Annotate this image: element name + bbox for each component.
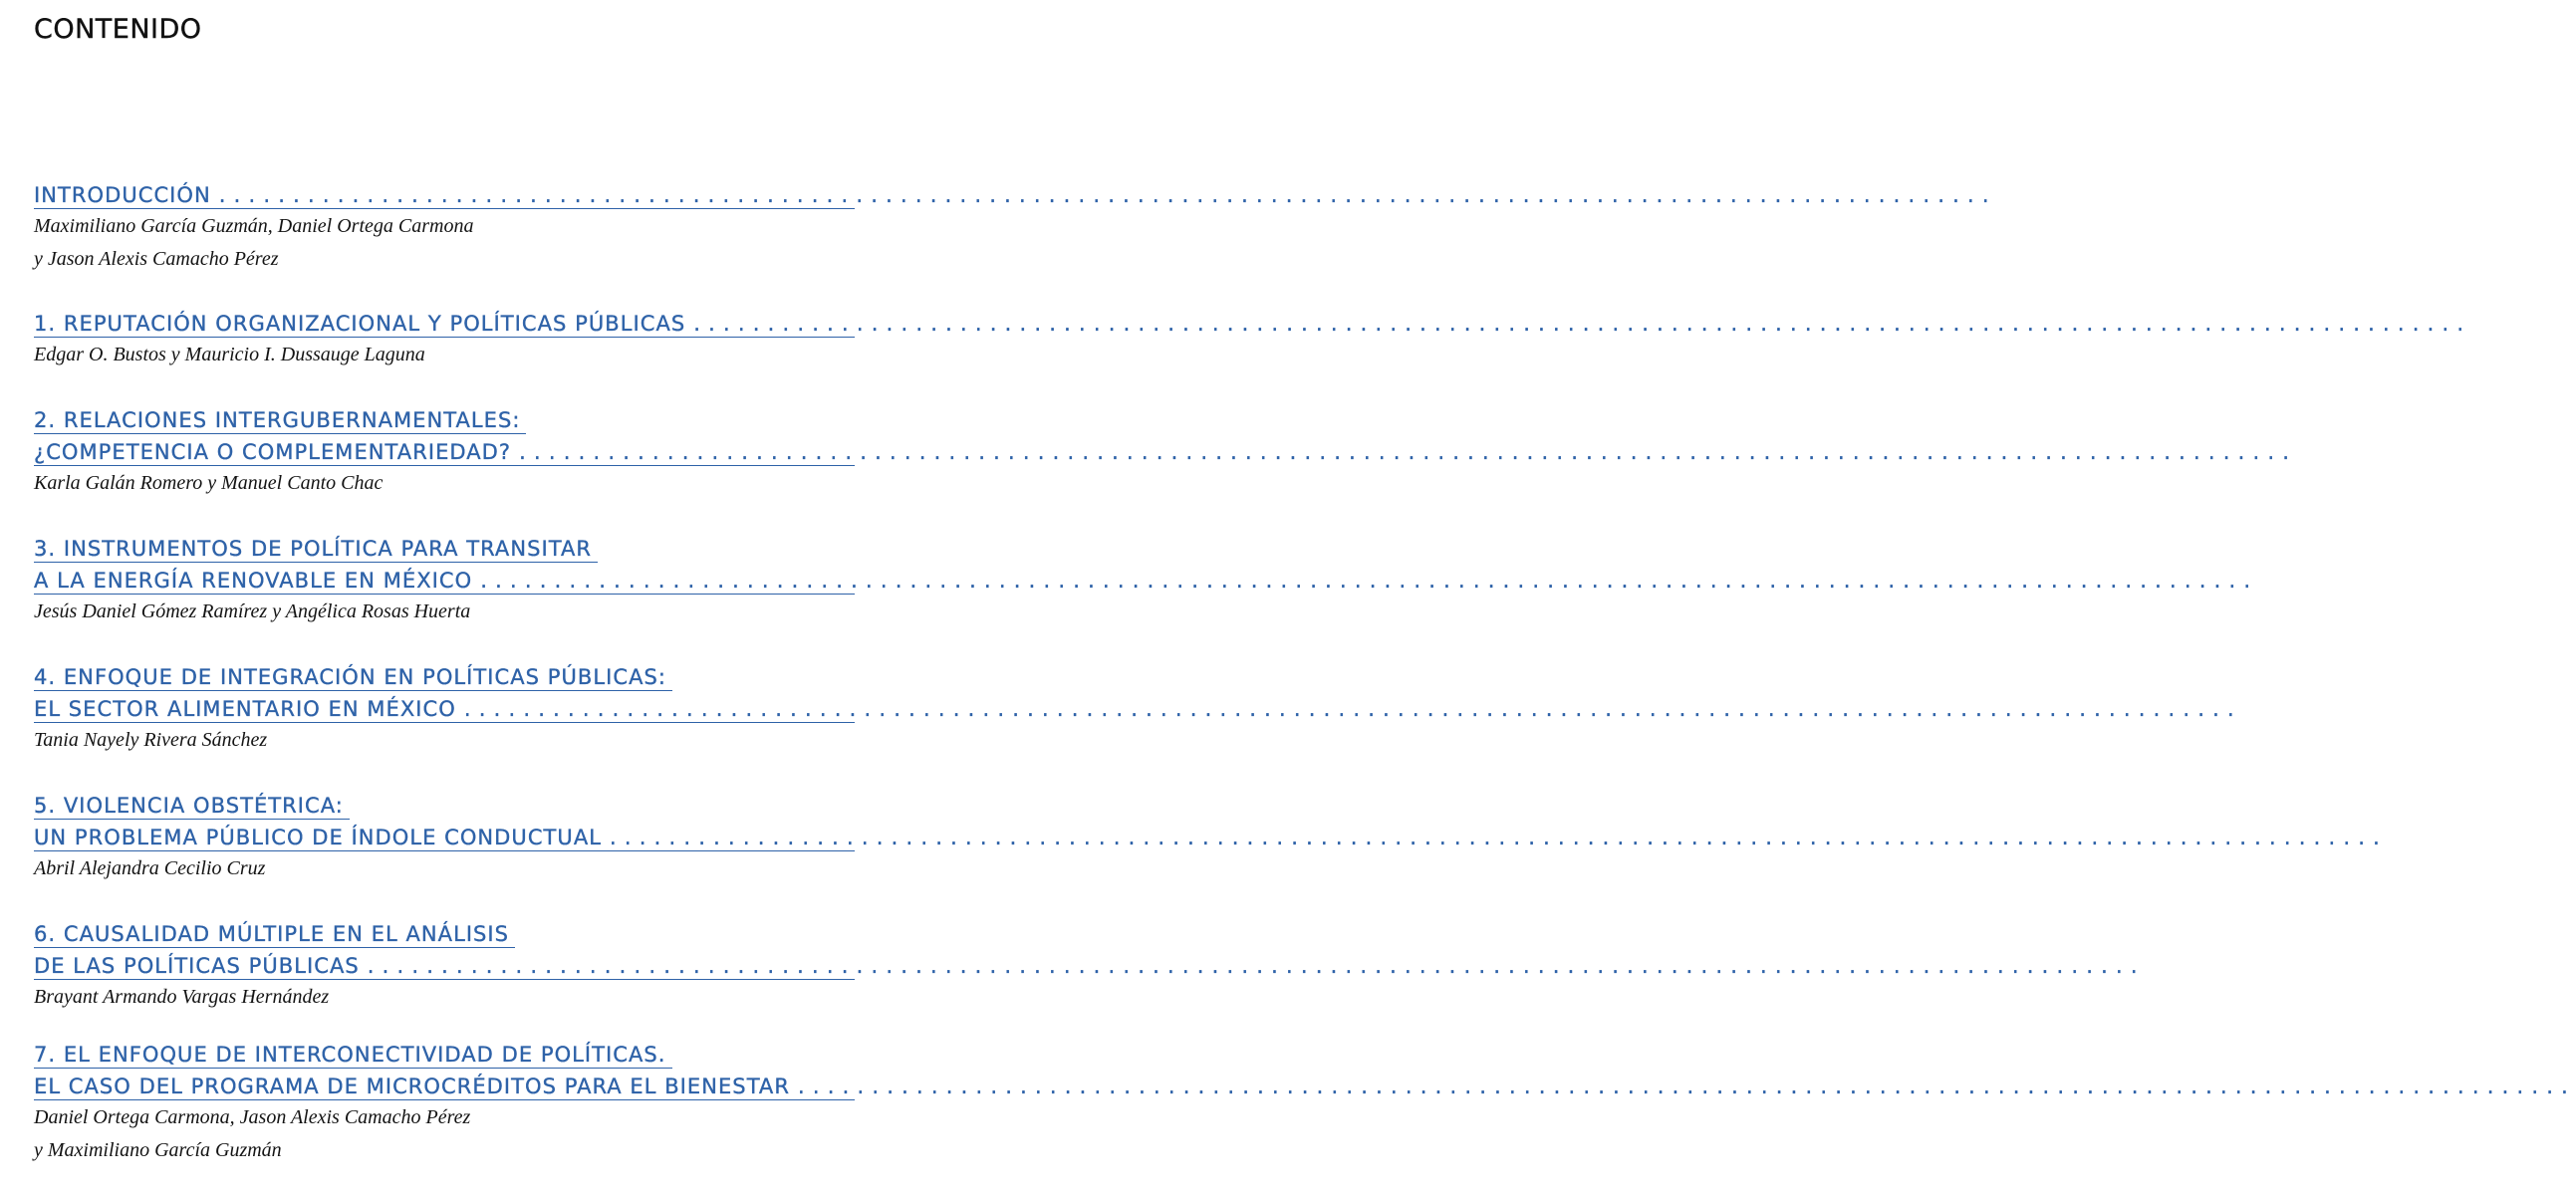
toc-entry-authors xyxy=(0,596,855,628)
toc-entry[interactable] xyxy=(0,177,1997,276)
author-line: Edgar O. Bustos y Mauricio I. Dussauge Laguna xyxy=(34,344,425,365)
leader-dots: ........................................................................................................................ xyxy=(463,697,2242,721)
title-underline xyxy=(34,979,855,981)
toc-entry-title-line xyxy=(0,916,855,948)
toc-entry-title: 7. EL ENFOQUE DE INTERCONECTIVIDAD DE POLÍTICAS. xyxy=(34,1043,666,1067)
author-line: Brayant Armando Vargas Hernández xyxy=(34,986,330,1008)
author-line: Abril Alejandra Cecilio Cruz xyxy=(34,857,266,879)
toc-entry-title: DE LAS POLÍTICAS PÚBLICAS xyxy=(34,954,360,978)
toc-entry-title: 6. CAUSALIDAD MÚLTIPLE EN EL ANÁLISIS xyxy=(34,922,510,946)
toc-entry-title-line xyxy=(0,434,2298,466)
toc-entry[interactable] xyxy=(0,916,2146,1014)
leader-dots: ........................................................................................................................ xyxy=(798,1075,2576,1098)
toc-entry[interactable] xyxy=(0,402,2298,500)
toc-entry-title-line xyxy=(0,948,2146,980)
toc-entry-title: UN PROBLEMA PÚBLICO DE ÍNDOLE CONDUCTUAL xyxy=(34,826,603,849)
author-line: Jesús Daniel Gómez Ramírez y Angélica Rosas Huerta xyxy=(34,600,471,622)
toc-entry-title: 3. INSTRUMENTOS DE POLÍTICA PARA TRANSITAR xyxy=(34,537,593,561)
toc-entry-title: 2. RELACIONES INTERGUBERNAMENTALES: xyxy=(34,408,521,432)
toc-entry-title: 4. ENFOQUE DE INTEGRACIÓN EN POLÍTICAS PÚBLICAS: xyxy=(34,665,666,689)
toc-entry-title-line xyxy=(0,402,855,434)
author-line: Maximiliano García Guzmán, Daniel Ortega Carmona xyxy=(34,215,474,237)
title-underline xyxy=(34,594,855,596)
toc-entry-title-line xyxy=(0,177,1997,209)
toc-entry-title-line xyxy=(0,659,855,691)
toc-entry[interactable] xyxy=(0,659,2242,757)
leader-dots: ........................................................................................................................ xyxy=(218,183,1997,207)
leader-dots: ........................................................................................................................ xyxy=(610,826,2389,849)
toc-entry-authors xyxy=(0,981,855,1014)
toc-entry-authors xyxy=(0,210,855,276)
toc-entry-authors xyxy=(0,339,855,371)
toc-entry-title-line xyxy=(0,306,2472,338)
toc-entry[interactable] xyxy=(0,788,2389,885)
toc-entry-title: ¿COMPETENCIA O COMPLEMENTARIEDAD? xyxy=(34,440,512,464)
toc-entry-title-line xyxy=(0,788,855,820)
toc-entry-title: INTRODUCCIÓN xyxy=(34,183,211,207)
toc-entry-title-line xyxy=(0,1037,855,1069)
toc-entry-title: EL SECTOR ALIMENTARIO EN MÉXICO xyxy=(34,697,456,721)
toc-entry[interactable] xyxy=(0,306,2472,371)
toc-entry-title-line xyxy=(0,563,2259,595)
toc-entry-title: A LA ENERGÍA RENOVABLE EN MÉXICO xyxy=(34,569,473,593)
author-line: y Jason Alexis Camacho Pérez xyxy=(34,248,279,270)
toc-entry[interactable] xyxy=(0,531,2259,628)
title-underline xyxy=(34,1099,855,1101)
toc-entry-authors xyxy=(0,852,855,885)
toc-entry-title: 5. VIOLENCIA OBSTÉTRICA: xyxy=(34,794,344,818)
page-title: CONTENIDO xyxy=(34,14,202,45)
author-line: Daniel Ortega Carmona, Jason Alexis Camacho Pérez xyxy=(34,1106,471,1128)
leader-dots: ........................................................................................................................ xyxy=(367,954,2146,978)
title-underline xyxy=(34,722,855,724)
leader-dots: ........................................................................................................................ xyxy=(693,312,2472,336)
toc-entry-title: EL CASO DEL PROGRAMA DE MICROCRÉDITOS PARA EL BIENESTAR xyxy=(34,1075,790,1098)
leader-dots: ........................................................................................................................ xyxy=(480,569,2259,593)
title-underline xyxy=(34,208,855,210)
author-line: Karla Galán Romero y Manuel Canto Chac xyxy=(34,472,384,494)
leader-dots: ........................................................................................................................ xyxy=(519,440,2298,464)
title-underline xyxy=(34,337,855,339)
title-underline xyxy=(34,465,855,467)
author-line: y Maximiliano García Guzmán xyxy=(34,1139,282,1161)
toc-entry-title-line xyxy=(0,820,2389,851)
toc-entry-authors xyxy=(0,467,855,500)
toc-entry-title-line xyxy=(0,691,2242,723)
title-underline xyxy=(34,850,855,852)
toc-entry-authors xyxy=(0,1101,855,1167)
toc-entry-title: 1. REPUTACIÓN ORGANIZACIONAL Y POLÍTICAS PÚBLICAS xyxy=(34,312,686,336)
author-line: Tania Nayely Rivera Sánchez xyxy=(34,729,268,751)
toc-entry-authors xyxy=(0,724,855,757)
toc-entry[interactable] xyxy=(0,1037,2576,1167)
toc-entry-title-line xyxy=(0,1069,2576,1100)
toc-entry-title-line xyxy=(0,531,855,563)
